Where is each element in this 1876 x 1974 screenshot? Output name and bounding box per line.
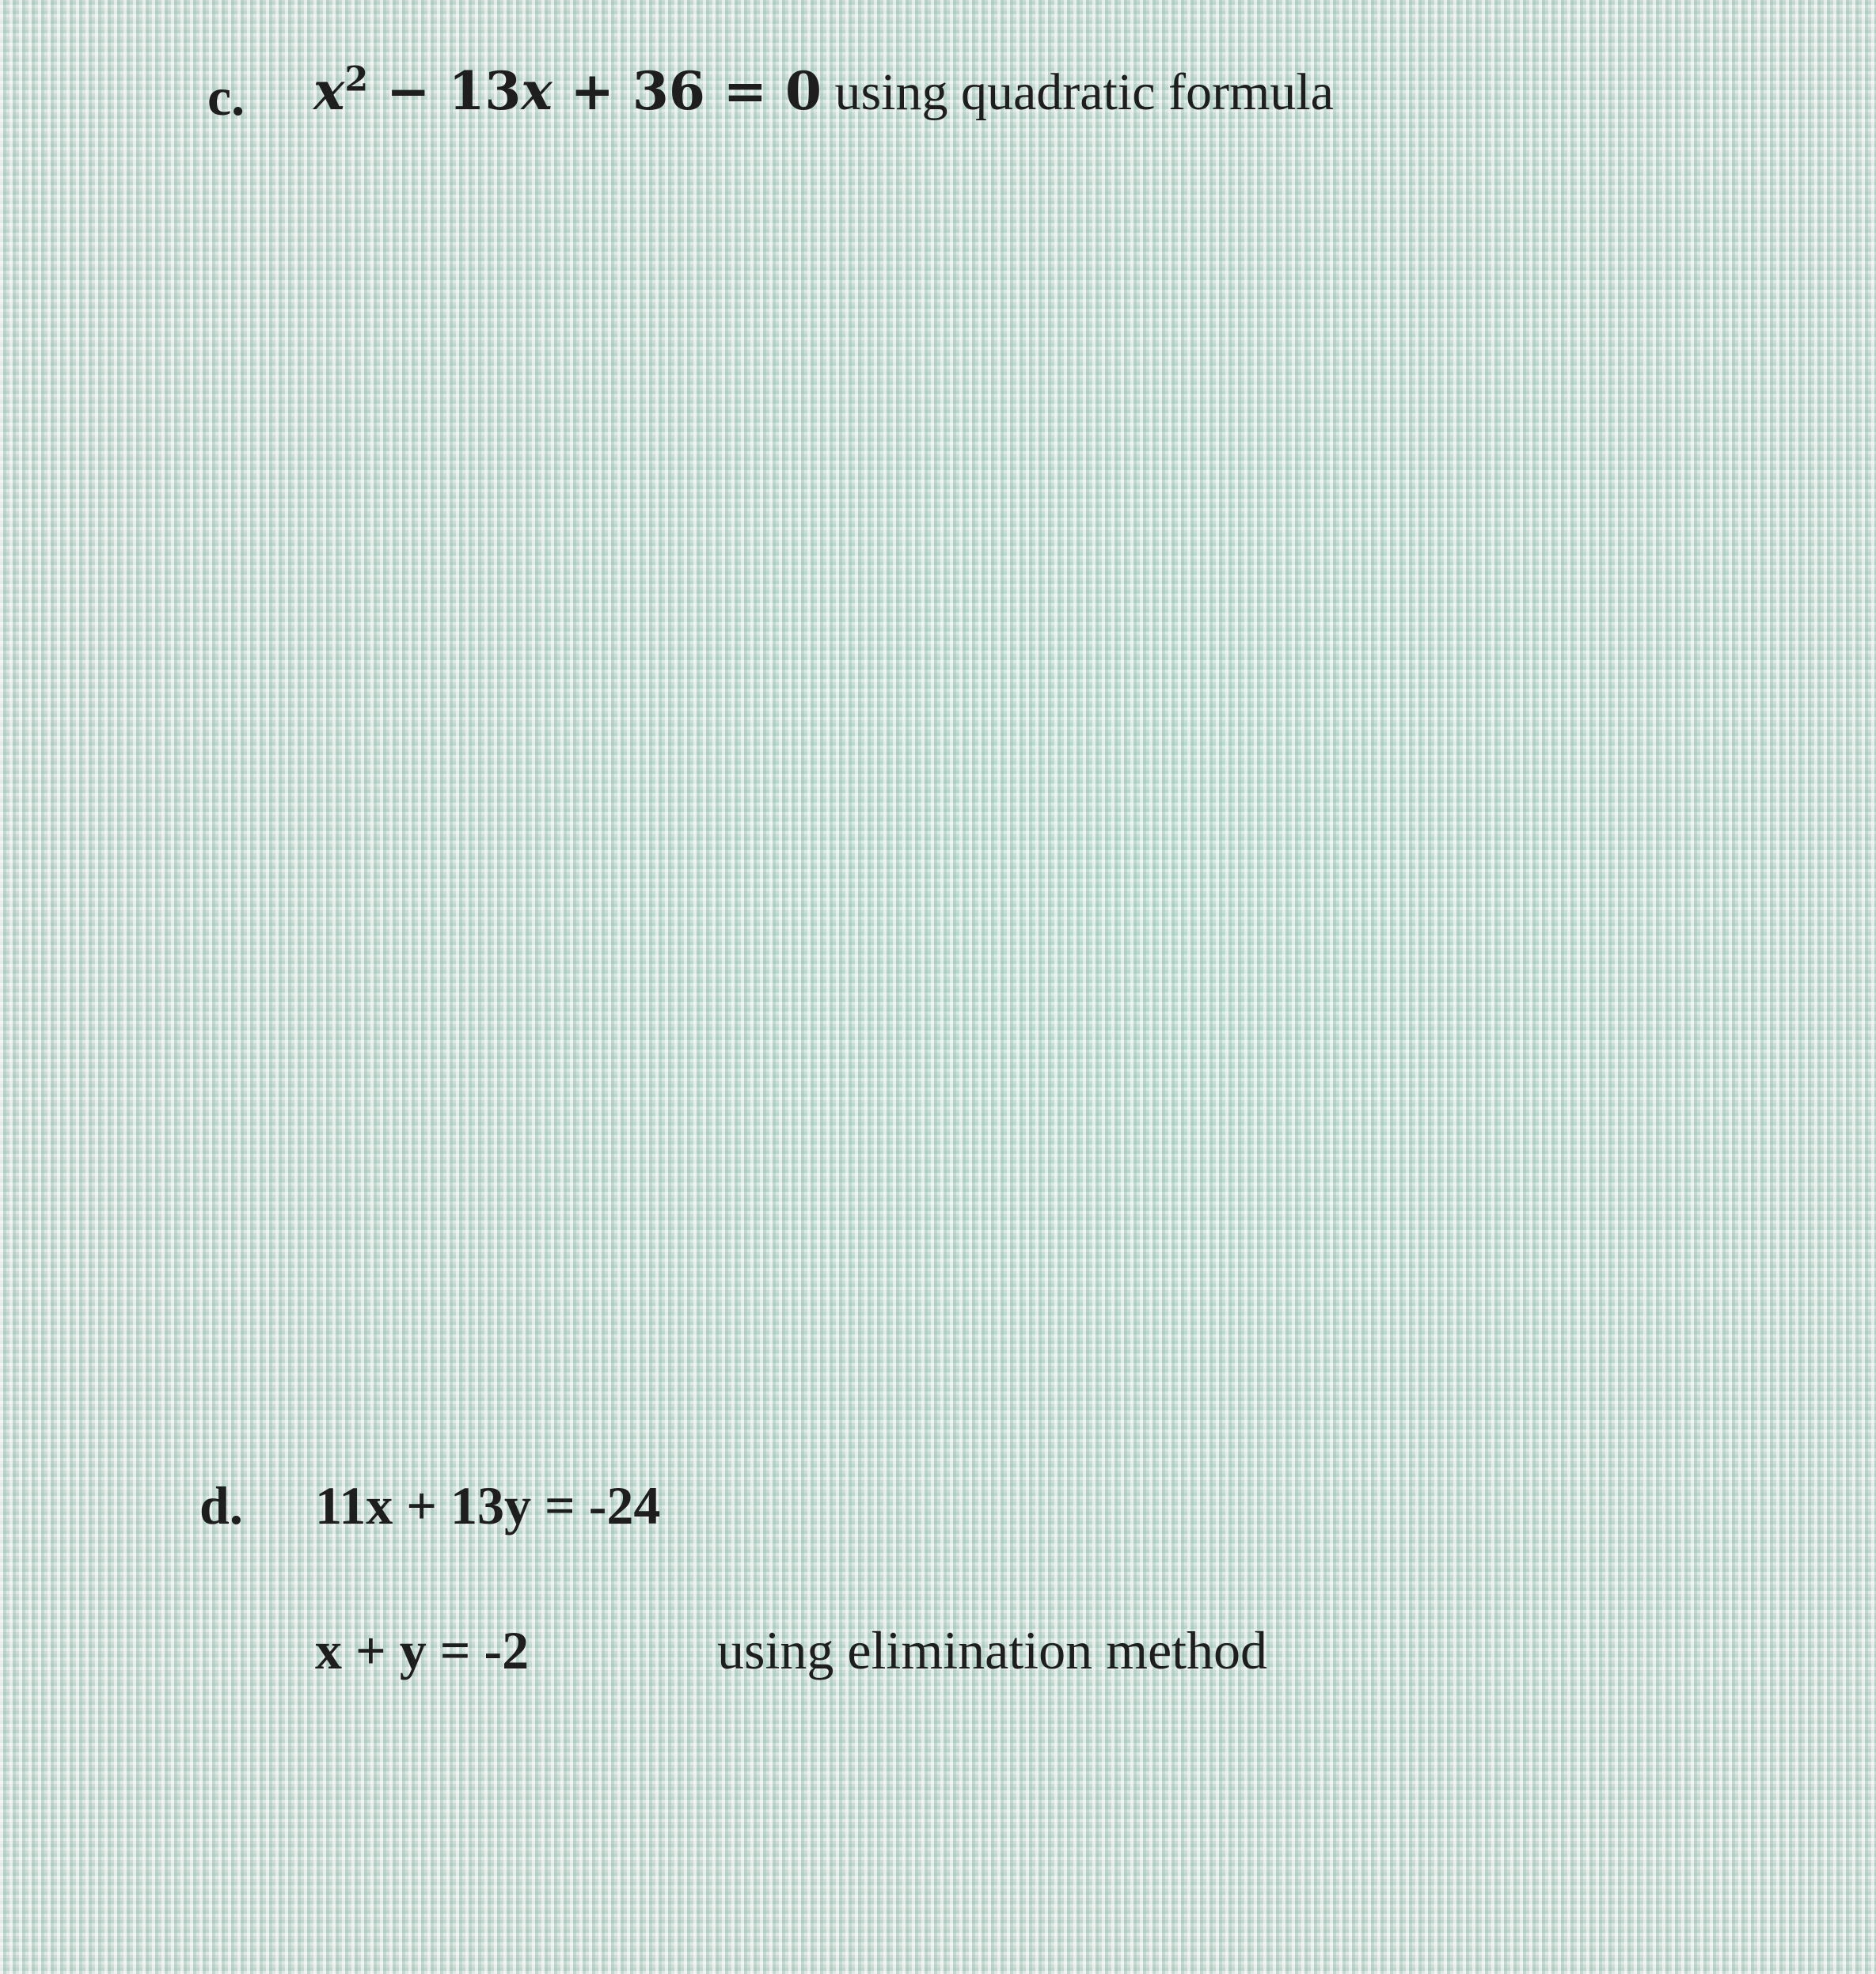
problem-c-equation bbox=[313, 59, 1334, 122]
problem-d-equation-2: x + y = -2 bbox=[315, 1620, 530, 1680]
problem-d-instruction: using elimination method bbox=[717, 1620, 1268, 1680]
problem-c-label: c. bbox=[207, 66, 245, 127]
equation-term: − 13 bbox=[368, 60, 522, 122]
problem-c-instruction: using quadratic formula bbox=[821, 63, 1334, 121]
problem-d-equation-1: 11x + 13y = -24 bbox=[315, 1475, 661, 1536]
equation-variable: x bbox=[521, 60, 553, 122]
problem-d-label: d. bbox=[199, 1475, 243, 1536]
equation-exponent: 2 bbox=[344, 59, 369, 100]
equation-term: + 36 = 0 bbox=[552, 60, 822, 122]
equation-variable: x bbox=[313, 60, 345, 122]
